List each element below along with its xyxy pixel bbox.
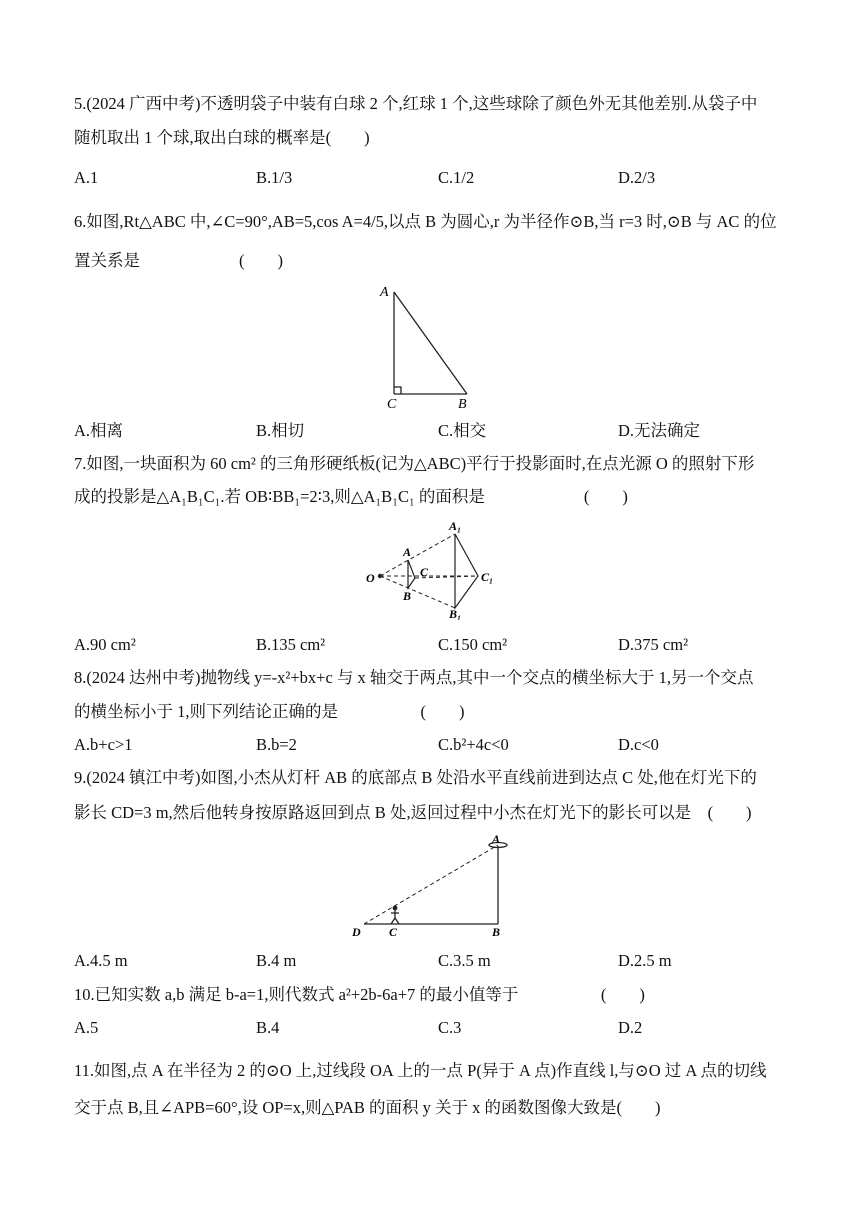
q6-text-line2: 置关系是 ( ) bbox=[74, 251, 283, 270]
q6-right-triangle-figure bbox=[370, 280, 490, 410]
q9-label-d: D bbox=[352, 925, 361, 939]
q8-option-c: C.b²+4c<0 bbox=[438, 735, 509, 754]
q5-option-c: C.1/2 bbox=[438, 168, 475, 187]
q9-option-a: A.4.5 m bbox=[74, 951, 128, 970]
q6-option-d: D.无法确定 bbox=[618, 421, 701, 440]
q6-option-b: B.相切 bbox=[256, 421, 305, 440]
q9-option-c: C.3.5 m bbox=[438, 951, 491, 970]
q8-option-b: B.b=2 bbox=[256, 735, 297, 754]
q7-label-b: B bbox=[403, 589, 412, 603]
q10-option-b: B.4 bbox=[256, 1018, 280, 1037]
q7-label-b1: B₁ bbox=[449, 607, 462, 620]
q8-text-line2: 的横坐标小于 1,则下列结论正确的是 ( ) bbox=[74, 702, 465, 721]
q7-label-o: O bbox=[366, 571, 375, 585]
q8-text-line1: 8.(2024 达州中考)抛物线 y=-x²+bx+c 与 x 轴交于两点,其中一个交点的横坐标大于 1,另一个交点 bbox=[74, 668, 754, 687]
q10-text-line1: 10.已知实数 a,b 满足 b-a=1,则代数式 a²+2b-6a+7 的最小值等于 ( ) bbox=[74, 985, 645, 1004]
q9-lamp-post-figure bbox=[346, 834, 516, 940]
q7-text-line2: 成的投影是△A₁B₁C₁.若 OB∶BB₁=2∶3,则△A₁B₁C₁ 的面积是 ( ) bbox=[74, 487, 628, 506]
q10-option-a: A.5 bbox=[74, 1018, 99, 1037]
q6-option-c: C.相交 bbox=[438, 421, 487, 440]
q7-option-b: B.135 cm² bbox=[256, 635, 326, 654]
q7-option-c: C.150 cm² bbox=[438, 635, 508, 654]
q7-projection-figure bbox=[360, 516, 510, 620]
q7-label-c: C bbox=[420, 565, 429, 579]
q5-text-line1: 5.(2024 广西中考)不透明袋子中装有白球 2 个,红球 1 个,这些球除了颜色外无其他差别.从袋子中 bbox=[74, 94, 758, 113]
q8-option-d: D.c<0 bbox=[618, 735, 659, 754]
q9-label-b: B bbox=[492, 925, 501, 939]
q6-option-a: A.相离 bbox=[74, 421, 124, 440]
q5-option-a: A.1 bbox=[74, 168, 99, 187]
q10-option-d: D.2 bbox=[618, 1018, 643, 1037]
q5-option-d: D.2/3 bbox=[618, 168, 656, 187]
q9-label-c: C bbox=[389, 925, 398, 939]
q9-text-line1: 9.(2024 镇江中考)如图,小杰从灯杆 AB 的底部点 B 处沿水平直线前进到达点 C 处,他在灯光下的 bbox=[74, 768, 757, 787]
q7-label-c1: C₁ bbox=[481, 570, 494, 584]
q10-option-c: C.3 bbox=[438, 1018, 462, 1037]
q9-label-a: A bbox=[492, 834, 501, 846]
q11-text-line2: 交于点 B,且∠APB=60°,设 OP=x,则△PAB 的面积 y 关于 x 的函数图像大致是( ) bbox=[74, 1098, 661, 1117]
q9-person-head bbox=[393, 906, 398, 911]
q9-text-line2: 影长 CD=3 m,然后他转身按原路返回到点 B 处,返回过程中小杰在灯光下的影长可以是 ( ) bbox=[74, 803, 752, 822]
q9-option-d: D.2.5 m bbox=[618, 951, 672, 970]
q7-label-a: A bbox=[403, 545, 412, 559]
q8-option-a: A.b+c>1 bbox=[74, 735, 133, 754]
q7-option-a: A.90 cm² bbox=[74, 635, 136, 654]
q7-light-source-point bbox=[378, 574, 382, 578]
q6-label-b: B bbox=[458, 397, 467, 410]
q5-option-b: B.1/3 bbox=[256, 168, 293, 187]
q6-text-line1: 6.如图,Rt△ABC 中,∠C=90°,AB=5,cos A=4/5,以点 B 为圆心,r 为半径作⊙B,当 r=3 时,⊙B 与 AC 的位 bbox=[74, 212, 777, 231]
q11-text-line1: 11.如图,点 A 在半径为 2 的⊙O 上,过线段 OA 上的一点 P(异于 A 点)作直线 l,与⊙O 过 A 点的切线 bbox=[74, 1061, 767, 1080]
q7-text-line1: 7.如图,一块面积为 60 cm² 的三角形硬纸板(记为△ABC)平行于投影面时,在点光源 O 的照射下形 bbox=[74, 454, 755, 473]
q7-option-d: D.375 cm² bbox=[618, 635, 689, 654]
q6-label-a: A bbox=[380, 285, 389, 300]
q6-label-c: C bbox=[387, 397, 397, 410]
q7-label-a1: A₁ bbox=[449, 519, 462, 533]
q9-option-b: B.4 m bbox=[256, 951, 297, 970]
q5-text-line2: 随机取出 1 个球,取出白球的概率是( ) bbox=[74, 128, 370, 147]
